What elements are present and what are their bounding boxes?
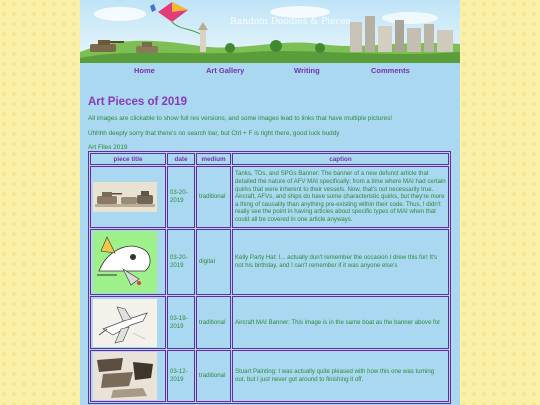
table-row [90, 350, 449, 402]
caption-cell: Aircraft MAI Banner: This image is in the same boat as the banner above for [232, 296, 449, 349]
column-header-caption: caption [232, 153, 449, 165]
art-thumbnail-cell [90, 229, 166, 295]
date-cell: 03-19-2019 [167, 296, 195, 349]
art-thumbnail-cell [90, 296, 166, 349]
table-caption: Art Files 2019 [88, 144, 128, 151]
svg-text:Random Doodles & Pieces: Random Doodles & Pieces [230, 17, 351, 27]
art-table [88, 151, 451, 404]
caption-cell: Kelly Party Hat: I... actually don't remember the occasion I drew this for! It's not his birthday, and I can't remember if it was anyone else's [232, 229, 449, 295]
table-row [90, 229, 449, 295]
medium-cell: digital [196, 229, 231, 295]
nav-home-link[interactable]: Home [134, 66, 155, 75]
nav-writing-link[interactable]: Writing [294, 66, 320, 75]
art-thumbnail-kelly-party-hat[interactable] [93, 231, 157, 293]
table-row [90, 166, 449, 228]
intro-text: All images are clickable to show full res versions, and some images lead to links that have multiple pictures! [88, 115, 393, 122]
medium-cell: traditional [196, 296, 231, 349]
page-content [80, 0, 460, 405]
column-header-date: date [167, 153, 195, 165]
intro-note: Uhhhh deeply sorry that there's no search bar, but Ctrl + F is right there, good luck buddy [88, 130, 340, 137]
caption-cell: Stuart Painting: I was actually quite pleased with how this one was turning out, but I just never got around to finishing it off. [232, 350, 449, 402]
art-thumbnail-stuart-painting[interactable] [93, 352, 157, 400]
column-header-medium: medium [196, 153, 231, 165]
caption-cell: Tanks, TDs, and SPGs Banner: The banner of a new defunct article that detailed the nature of AFV MAI specifically; from a time where MAI had certain quirks that were inherent to their vessels. Now, that's not necessarily true. Aircraft, AFVs, and ships do have some characteristic quirks, but they're more a thing of causality than anything pre-existing within their code. Thus, I didn't really see the point in having articles about specific types of MAI when that could all be covered in one article anyways. [232, 166, 449, 228]
date-cell: 03-20-2019 [167, 166, 195, 228]
nav-comments-link[interactable]: Comments [371, 66, 410, 75]
table-row [90, 296, 449, 349]
medium-cell: traditional [196, 350, 231, 402]
art-thumbnail-tank-banner[interactable] [93, 182, 157, 212]
site-banner [80, 0, 460, 63]
nav-art-gallery-link[interactable]: Art Gallery [206, 66, 245, 75]
art-thumbnail-aircraft-banner[interactable] [93, 299, 157, 347]
art-thumbnail-cell [90, 166, 166, 228]
column-header-piece-title: piece title [90, 153, 166, 165]
table-header-row [90, 153, 449, 165]
date-cell: 03-12-2019 [167, 350, 195, 402]
art-thumbnail-cell [90, 350, 166, 402]
main-nav [80, 66, 460, 82]
date-cell: 03-20-2019 [167, 229, 195, 295]
page-title: Art Pieces of 2019 [88, 96, 188, 108]
medium-cell: traditional [196, 166, 231, 228]
